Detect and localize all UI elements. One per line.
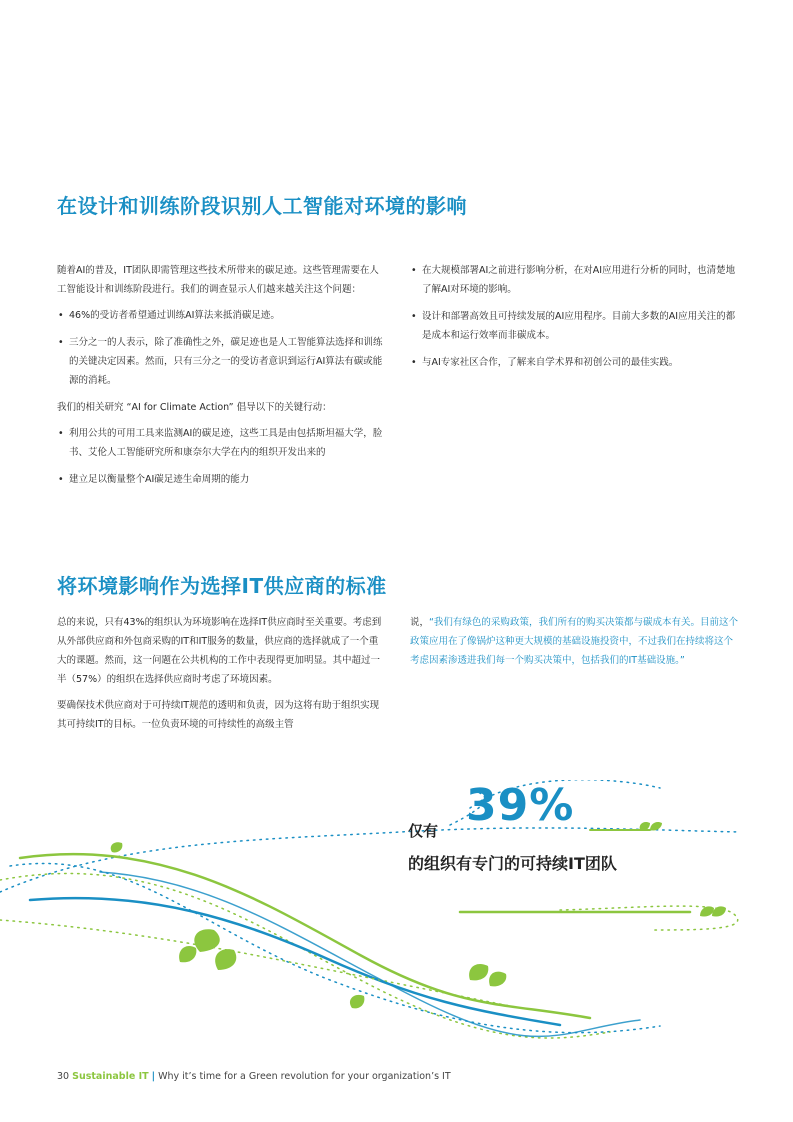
quote-lead: 说， — [410, 617, 430, 628]
swoosh-line — [30, 898, 560, 1025]
list-item: • 设计和部署高效且可持续发展的AI应用程序。目前大多数的AI应用关注的都是成本和运行效率而非碳成本。 — [410, 307, 740, 345]
section-heading-ai-impact: 在设计和训练阶段识别人工智能对环境的影响 — [57, 194, 467, 218]
leaf-icon — [215, 949, 236, 970]
list-item: • 建立足以衡量整个AI碳足迹生命周期的能力 — [57, 470, 387, 489]
section2-paragraph-1: 总的来说，只有43%的组织认为环境影响在选择IT供应商时至关重要。考虑到从外部供应商和外包商采购的IT和IT服务的数量，供应商的选择就成了一个重大的课题。然而，这一问题在公共机构的工作中表现得更加明显。其中超过一半（57%）的组织在选择供应商时考虑了环境因素。 — [57, 617, 382, 685]
action-bullets-continued — [410, 261, 740, 372]
section2-left-column — [57, 613, 385, 741]
leaf-icon — [194, 929, 219, 952]
list-item: • 46%的受访者希望通过训练AI算法来抵消碳足迹。 — [57, 306, 387, 325]
footer-subtitle: Why it’s time for a Green revolution for your organization’s IT — [158, 1071, 451, 1082]
decorative-swoosh-graphic — [0, 780, 793, 1070]
section-heading-vendor-criteria: 将环境影响作为选择IT供应商的标准 — [57, 574, 387, 598]
stat-label: 的组织有专门的可持续IT团队 — [408, 854, 617, 873]
list-item: • 在大规模部署AI之前进行影响分析，在对AI应用进行分析的同时，也清楚地了解AI对环境的影响。 — [410, 261, 740, 299]
research-intro: 我们的相关研究 “AI for Climate Action” 倡导以下的关键行动： — [57, 402, 332, 413]
stat-prefix: 仅有 — [408, 822, 439, 840]
footer-separator: | — [151, 1071, 156, 1082]
section2-right-column — [410, 613, 740, 677]
leaf-icon — [650, 822, 662, 831]
swoosh-line — [10, 863, 660, 1032]
list-item: • 利用公共的可用工具来监测AI的碳足迹，这些工具是由包括斯坦福大学，脸书、艾伦人工智能研究所和康奈尔大学在内的组织开发出来的 — [57, 424, 387, 462]
survey-bullets — [57, 306, 387, 390]
section1-right-column — [410, 261, 740, 380]
section1-intro: 随着AI的普及，IT团队即需管理这些技术所带来的碳足迹。这些管理需要在人工智能设计和训练阶段进行。我们的调查显示人们越来越关注这个问题： — [57, 265, 379, 295]
page-footer — [57, 1071, 451, 1082]
section1-left-column — [57, 261, 387, 497]
leaf-icon — [469, 964, 488, 980]
quote-text: “我们有绿色的采购政策，我们所有的购买决策都与碳成本有关。目前这个政策应用在了像锅炉这种更大规模的基础设施投资中，不过我们在持续将这个考虑因素渗透进我们每一个购买决策中，包括我们的IT基础设施。” — [410, 617, 738, 666]
leaf-icon — [700, 906, 714, 916]
leaf-icon — [111, 842, 123, 852]
leaf-icon — [350, 995, 364, 1008]
leaf-icon — [489, 972, 506, 987]
swoosh-line — [0, 920, 520, 1008]
footer-brand: Sustainable IT — [72, 1071, 149, 1082]
stat-value: 39% — [466, 780, 575, 831]
swoosh-line — [0, 828, 740, 892]
page-number: 30 — [57, 1071, 70, 1082]
leaf-icon — [179, 946, 196, 962]
leaf-icon — [712, 906, 726, 916]
action-bullets — [57, 424, 387, 489]
list-item: • 与AI专家社区合作，了解来自学术界和初创公司的最佳实践。 — [410, 353, 740, 372]
executive-quote — [410, 613, 740, 670]
section2-paragraph-2: 要确保技术供应商对于可持续IT规范的透明和负责，因为这将有助于组织实现其可持续IT的目标。一位负责环境的可持续性的高级主管 — [57, 700, 380, 730]
swoosh-line — [20, 854, 590, 1018]
list-item: • 三分之一的人表示，除了准确性之外，碳足迹也是人工智能算法选择和训练的关键决定因素。然而，只有三分之一的受访者意识到运行AI算法有碳或能源的消耗。 — [57, 333, 387, 390]
